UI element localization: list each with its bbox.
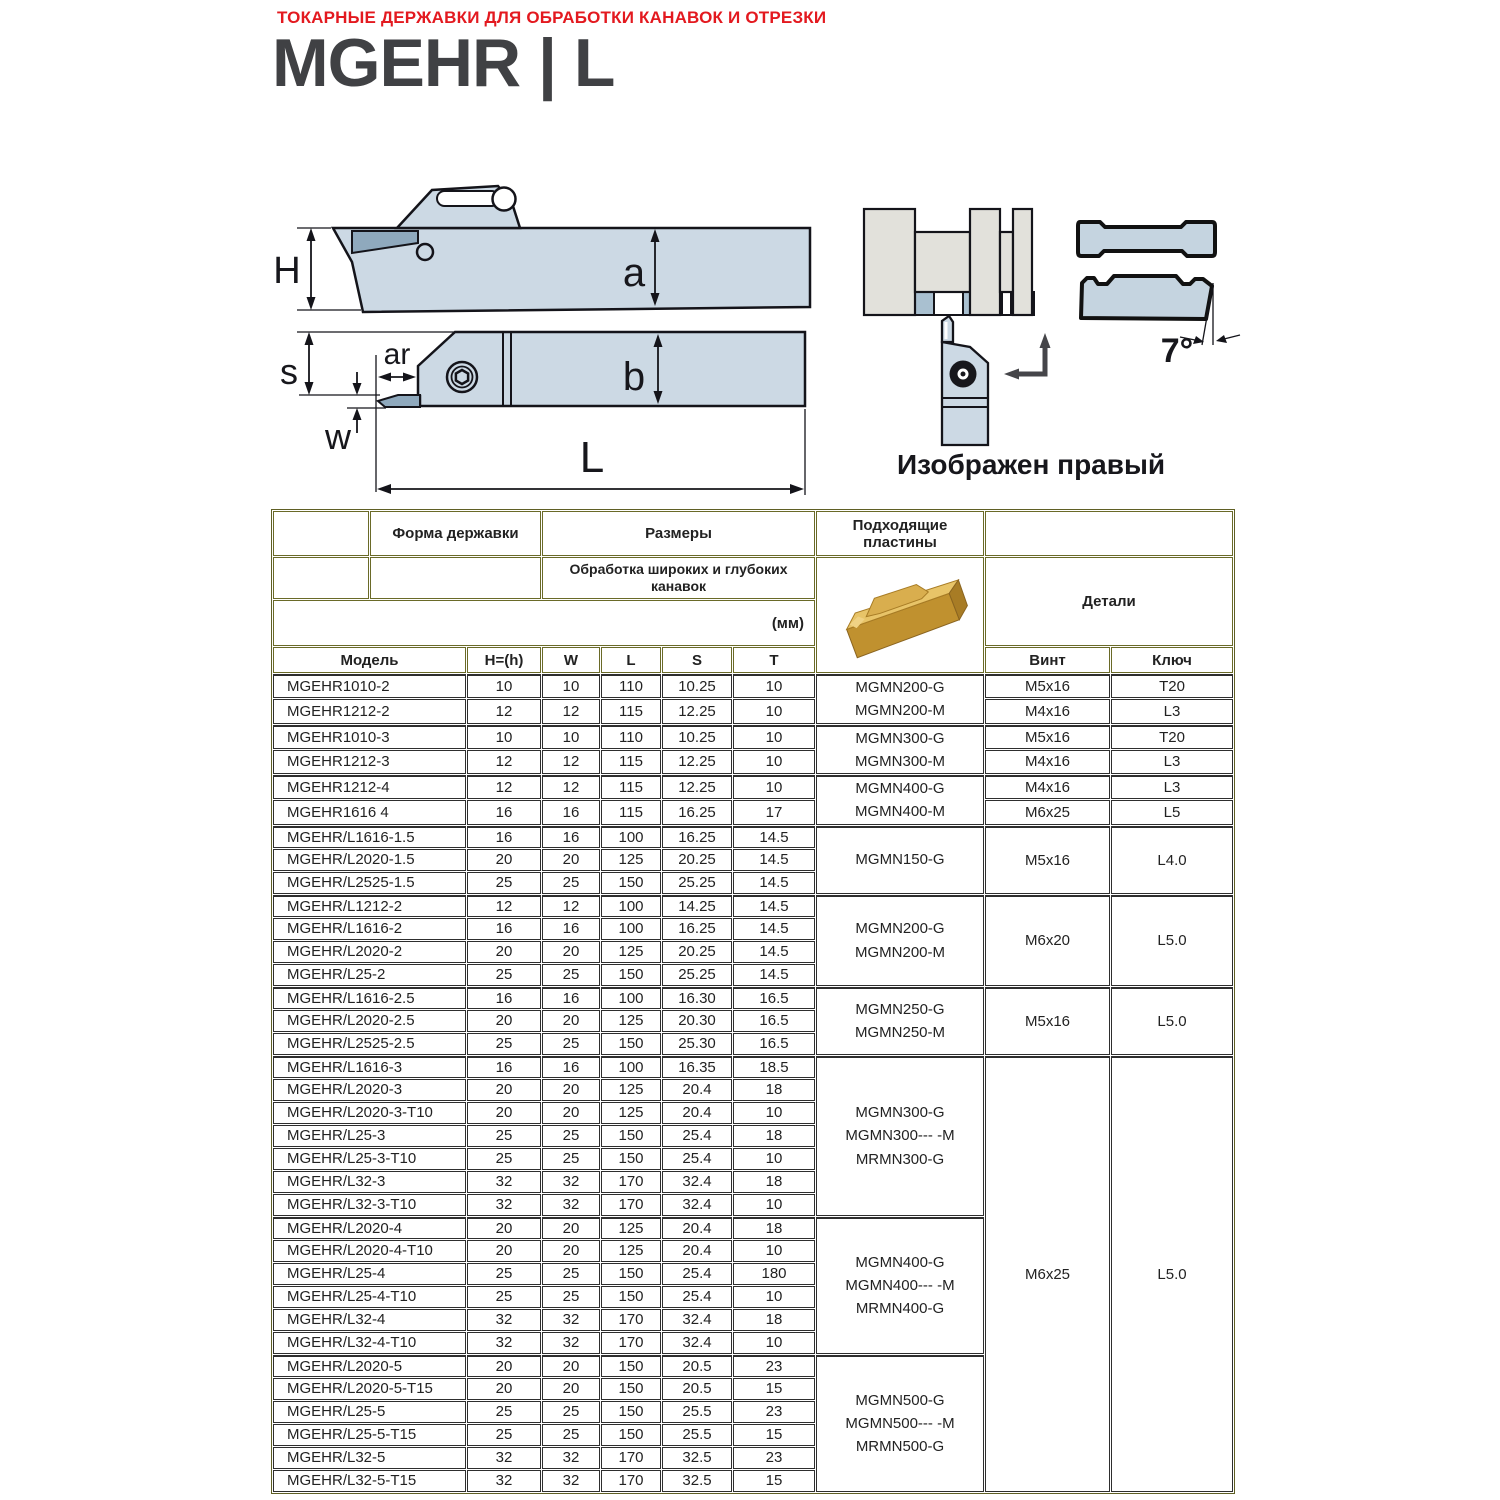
dim-cell: 10 [733, 1240, 815, 1262]
dim-cell: 12.25 [662, 699, 732, 723]
dim-cell: 14.5 [733, 826, 815, 848]
dim-cell: 20 [467, 1217, 541, 1239]
dim-cell: 20 [542, 1217, 600, 1239]
dim-cell: 150 [601, 1125, 661, 1147]
dim-cell: 16.5 [733, 987, 815, 1009]
header-sizes: Размеры [542, 511, 815, 556]
grooving-tool [942, 316, 988, 445]
dim-cell: 20 [467, 849, 541, 871]
dim-cell: 150 [601, 1424, 661, 1446]
dim-cell: 25 [542, 872, 600, 894]
dim-label-w: w [325, 416, 351, 457]
dim-cell: 125 [601, 1010, 661, 1032]
dim-cell: 12 [542, 699, 600, 723]
dim-cell: 110 [601, 725, 661, 749]
dim-cell: 14.5 [733, 918, 815, 940]
model-cell: MGEHR/L2020-3-T10 [273, 1102, 466, 1124]
inserts-cell: MGMN400-G MGMN400-M [816, 775, 984, 825]
dim-cell: 150 [601, 1148, 661, 1170]
dim-cell: 25 [467, 872, 541, 894]
dim-cell: 25 [542, 1424, 600, 1446]
dim-cell: 100 [601, 987, 661, 1009]
inserts-cell: MGMN300-G MGMN300--- -M MRMN300-G [816, 1056, 984, 1216]
dim-cell: 14.5 [733, 895, 815, 917]
key-cell: T20 [1111, 674, 1233, 698]
model-cell: MGEHR/L32-5-T15 [273, 1470, 466, 1492]
dim-cell: 115 [601, 775, 661, 799]
dim-cell: 115 [601, 750, 661, 774]
dim-cell: 25 [467, 1033, 541, 1055]
dim-cell: 25.25 [662, 872, 732, 894]
key-cell: L5.0 [1111, 1056, 1233, 1492]
model-cell: MGEHR/L2525-1.5 [273, 872, 466, 894]
dim-cell: 25 [467, 1148, 541, 1170]
header-screw: Винт [985, 647, 1110, 673]
dim-cell: 170 [601, 1447, 661, 1469]
dim-cell: 18 [733, 1309, 815, 1331]
dim-cell: 125 [601, 1240, 661, 1262]
dim-cell: 32.4 [662, 1332, 732, 1354]
dim-cell: 32 [467, 1171, 541, 1193]
page-tagline: ТОКАРНЫЕ ДЕРЖАВКИ ДЛЯ ОБРАБОТКИ КАНАВОК И ОТРЕЗКИ [277, 8, 827, 27]
dim-cell: 12 [467, 775, 541, 799]
inserts-cell: MGMN250-G MGMN250-M [816, 987, 984, 1055]
model-cell: MGEHR/L2020-4 [273, 1217, 466, 1239]
model-cell: MGEHR/L2020-5 [273, 1355, 466, 1377]
dim-cell: 170 [601, 1332, 661, 1354]
dim-cell: 25 [467, 1424, 541, 1446]
dim-cell: 20 [467, 941, 541, 963]
table-row [273, 750, 1233, 774]
model-cell: MGEHR/L1616-1.5 [273, 826, 466, 848]
key-cell: L5 [1111, 800, 1233, 824]
dim-cell: 15 [733, 1424, 815, 1446]
right-hand-caption: Изображен правый [897, 449, 1166, 480]
dim-cell: 20 [467, 1010, 541, 1032]
dim-label-ar: ar [383, 338, 411, 371]
dim-cell: 16.25 [662, 918, 732, 940]
technical-drawing [0, 0, 1500, 505]
dim-label-L: L [579, 433, 605, 482]
key-cell: L3 [1111, 775, 1233, 799]
dim-cell: 10 [467, 725, 541, 749]
dim-cell: 25 [542, 1286, 600, 1308]
dim-cell: 20 [467, 1355, 541, 1377]
dim-cell: 16.5 [733, 1010, 815, 1032]
model-cell: MGEHR/L1616-2 [273, 918, 466, 940]
dim-cell: 18 [733, 1217, 815, 1239]
header-blank [985, 511, 1233, 556]
dim-cell: 170 [601, 1194, 661, 1216]
dim-cell: 25.5 [662, 1401, 732, 1423]
model-cell: MGEHR/L2020-3 [273, 1079, 466, 1101]
dim-cell: 10 [733, 1194, 815, 1216]
table-row [273, 775, 1233, 799]
dim-cell: 100 [601, 918, 661, 940]
dim-cell: 20 [542, 941, 600, 963]
dim-cell: 12.25 [662, 775, 732, 799]
dim-cell: 32 [542, 1194, 600, 1216]
dim-cell: 125 [601, 1079, 661, 1101]
dim-cell: 16.25 [662, 800, 732, 824]
dim-cell: 12 [467, 699, 541, 723]
dim-cell: 25 [542, 1148, 600, 1170]
dim-cell: 17 [733, 800, 815, 824]
dim-cell: 18.5 [733, 1056, 815, 1078]
model-cell: MGEHR/L2020-2 [273, 941, 466, 963]
key-cell: L4.0 [1111, 826, 1233, 894]
page-title: MGEHR | L [272, 25, 615, 101]
screw-cell: M6x20 [985, 895, 1110, 986]
dim-cell: 10 [733, 1332, 815, 1354]
inserts-cell: MGMN500-G MGMN500--- -M MRMN500-G [816, 1355, 984, 1492]
screw-cell: M6x25 [985, 800, 1110, 824]
screw-cell: M5x16 [985, 826, 1110, 894]
dim-cell: 110 [601, 674, 661, 698]
model-cell: MGEHR/L25-3 [273, 1125, 466, 1147]
dim-cell: 125 [601, 1102, 661, 1124]
model-cell: MGEHR1010-2 [273, 674, 466, 698]
dim-cell: 32 [467, 1309, 541, 1331]
dim-cell: 32 [542, 1470, 600, 1492]
dim-cell: 20 [542, 1378, 600, 1400]
insert-photo-cell [816, 557, 984, 673]
inserts-cell: MGMN200-G MGMN200-M [816, 895, 984, 986]
dim-cell: 16.35 [662, 1056, 732, 1078]
dim-cell: 10 [542, 725, 600, 749]
dim-cell: 10.25 [662, 725, 732, 749]
dim-cell: 25 [542, 964, 600, 986]
dim-cell: 25 [542, 1125, 600, 1147]
header-model: Модель [273, 647, 466, 673]
dim-cell: 20 [467, 1378, 541, 1400]
dim-cell: 16 [542, 826, 600, 848]
dim-cell: 20 [467, 1079, 541, 1101]
dim-cell: 32.5 [662, 1447, 732, 1469]
dim-cell: 16 [542, 1056, 600, 1078]
dim-cell: 125 [601, 941, 661, 963]
dim-cell: 20 [467, 1240, 541, 1262]
key-cell: L3 [1111, 699, 1233, 723]
dim-cell: 32 [467, 1470, 541, 1492]
model-cell: MGEHR/L1616-2.5 [273, 987, 466, 1009]
dim-cell: 10 [733, 725, 815, 749]
table-row [273, 826, 1233, 848]
dim-cell: 32 [542, 1447, 600, 1469]
dim-label-H: H [273, 250, 301, 292]
model-cell: MGEHR/L32-5 [273, 1447, 466, 1469]
model-cell: MGEHR/L32-4 [273, 1309, 466, 1331]
dim-cell: 16.25 [662, 826, 732, 848]
dim-cell: 25 [467, 1125, 541, 1147]
dim-cell: 25 [542, 1263, 600, 1285]
header-h: H=(h) [467, 647, 541, 673]
dim-cell: 16 [467, 918, 541, 940]
dim-cell: 20.25 [662, 849, 732, 871]
model-cell: MGEHR/L1212-2 [273, 895, 466, 917]
dim-cell: 20 [542, 849, 600, 871]
dim-cell: 14.25 [662, 895, 732, 917]
dim-cell: 100 [601, 895, 661, 917]
header-blank [370, 557, 541, 599]
dim-cell: 150 [601, 1286, 661, 1308]
header-details: Детали [985, 557, 1233, 646]
dim-cell: 10.25 [662, 674, 732, 698]
dim-cell: 20.4 [662, 1079, 732, 1101]
inserts-cell: MGMN400-G MGMN400--- -M MRMN400-G [816, 1217, 984, 1354]
header-inserts: Подходящие пластины [816, 511, 984, 556]
insert-side-profile [1078, 222, 1215, 256]
dim-cell: 20.30 [662, 1010, 732, 1032]
dim-cell: 150 [601, 1033, 661, 1055]
model-cell: MGEHR1212-3 [273, 750, 466, 774]
header-key: Ключ [1111, 647, 1233, 673]
dim-cell: 20 [542, 1355, 600, 1377]
dim-cell: 10 [542, 674, 600, 698]
dim-cell: 12.25 [662, 750, 732, 774]
dim-cell: 32.4 [662, 1171, 732, 1193]
dim-cell: 16.30 [662, 987, 732, 1009]
dim-cell: 150 [601, 872, 661, 894]
header-blank [273, 557, 369, 599]
dim-cell: 25.4 [662, 1286, 732, 1308]
dim-cell: 20.5 [662, 1378, 732, 1400]
dim-cell: 10 [733, 775, 815, 799]
dim-cell: 10 [467, 674, 541, 698]
screw-cell: M5x16 [985, 987, 1110, 1055]
model-cell: MGEHR/L32-4-T10 [273, 1332, 466, 1354]
dim-label-a: a [622, 251, 646, 295]
holder-bottom-view [280, 332, 805, 495]
dim-cell: 16 [467, 1056, 541, 1078]
dim-cell: 20.4 [662, 1240, 732, 1262]
dim-cell: 18 [733, 1125, 815, 1147]
dim-cell: 16 [467, 800, 541, 824]
model-cell: MGEHR/L25-4-T10 [273, 1286, 466, 1308]
screw-cell: M4x16 [985, 750, 1110, 774]
dim-cell: 25.4 [662, 1263, 732, 1285]
screw-cell: M5x16 [985, 725, 1110, 749]
table-row [273, 1056, 1233, 1078]
dim-cell: 125 [601, 849, 661, 871]
spec-table [271, 509, 1235, 1494]
dim-cell: 16 [542, 918, 600, 940]
dim-cell: 150 [601, 1355, 661, 1377]
dim-cell: 20.4 [662, 1102, 732, 1124]
dim-cell: 125 [601, 1217, 661, 1239]
insert-photo [825, 561, 975, 665]
dim-cell: 12 [467, 750, 541, 774]
dim-cell: 14.5 [733, 849, 815, 871]
model-cell: MGEHR/L2020-1.5 [273, 849, 466, 871]
inserts-cell: MGMN300-G MGMN300-M [816, 725, 984, 775]
dim-cell: 32 [542, 1332, 600, 1354]
dim-cell: 15 [733, 1470, 815, 1492]
screw-cell: M4x16 [985, 775, 1110, 799]
feed-direction-arrows-icon [1004, 333, 1051, 380]
dim-cell: 32 [467, 1447, 541, 1469]
header-w: W [542, 647, 600, 673]
model-cell: MGEHR/L2020-5-T15 [273, 1378, 466, 1400]
dim-cell: 12 [542, 750, 600, 774]
model-cell: MGEHR/L32-3-T10 [273, 1194, 466, 1216]
dim-cell: 18 [733, 1171, 815, 1193]
model-cell: MGEHR/L1616-3 [273, 1056, 466, 1078]
dim-cell: 20 [542, 1102, 600, 1124]
model-cell: MGEHR/L2020-2.5 [273, 1010, 466, 1032]
dim-cell: 12 [542, 775, 600, 799]
dim-cell: 16 [542, 800, 600, 824]
dim-cell: 16 [467, 826, 541, 848]
dim-label-b: b [622, 355, 646, 399]
dim-cell: 20 [542, 1240, 600, 1262]
dim-cell: 25 [542, 1401, 600, 1423]
model-cell: MGEHR/L25-2 [273, 964, 466, 986]
dim-cell: 32.5 [662, 1470, 732, 1492]
screw-cell: M6x25 [985, 1056, 1110, 1492]
header-t: T [733, 647, 815, 673]
dim-cell: 20 [542, 1079, 600, 1101]
dim-cell: 18 [733, 1079, 815, 1101]
inserts-cell: MGMN150-G [816, 826, 984, 894]
screw-cell: M4x16 [985, 699, 1110, 723]
table-row [273, 800, 1233, 824]
dim-cell: 20 [467, 1102, 541, 1124]
inserts-cell: MGMN200-G MGMN200-M [816, 674, 984, 724]
dim-cell: 10 [733, 1102, 815, 1124]
dim-cell: 32 [542, 1309, 600, 1331]
dim-cell: 25 [542, 1033, 600, 1055]
insert-front-profile [1081, 276, 1212, 319]
dim-cell: 150 [601, 1378, 661, 1400]
table-row [273, 987, 1233, 1009]
dim-cell: 14.5 [733, 964, 815, 986]
dim-cell: 32.4 [662, 1194, 732, 1216]
angle-label: 7° [1160, 332, 1194, 370]
dim-cell: 10 [733, 1286, 815, 1308]
dim-cell: 25 [467, 964, 541, 986]
table-row [273, 725, 1233, 749]
dim-cell: 16 [542, 987, 600, 1009]
dim-cell: 115 [601, 800, 661, 824]
dim-cell: 32 [542, 1171, 600, 1193]
dim-cell: 32 [467, 1194, 541, 1216]
dim-cell: 16 [467, 987, 541, 1009]
dim-cell: 14.5 [733, 941, 815, 963]
header-sizes-sub: Обработка широких и глубоких канавок [542, 557, 815, 599]
key-cell: T20 [1111, 725, 1233, 749]
header-blank [273, 511, 369, 556]
dim-cell: 32.4 [662, 1309, 732, 1331]
table-row [273, 895, 1233, 917]
dim-cell: 10 [733, 1148, 815, 1170]
model-cell: MGEHR1212-2 [273, 699, 466, 723]
dim-cell: 20.25 [662, 941, 732, 963]
dim-cell: 10 [733, 674, 815, 698]
dim-cell: 25 [467, 1286, 541, 1308]
dim-cell: 150 [601, 1401, 661, 1423]
key-cell: L5.0 [1111, 895, 1233, 986]
dim-cell: 20 [542, 1010, 600, 1032]
dim-cell: 20.4 [662, 1217, 732, 1239]
dim-cell: 170 [601, 1309, 661, 1331]
dim-cell: 12 [467, 895, 541, 917]
key-cell: L5.0 [1111, 987, 1233, 1055]
dim-cell: 25 [467, 1263, 541, 1285]
dim-cell: 16.5 [733, 1033, 815, 1055]
holder-top-view [273, 186, 810, 312]
header-s: S [662, 647, 732, 673]
spec-table-body [273, 674, 1233, 1492]
dim-cell: 12 [542, 895, 600, 917]
dim-cell: 25.4 [662, 1148, 732, 1170]
dim-cell: 23 [733, 1355, 815, 1377]
header-unit: (мм) [273, 600, 815, 646]
table-row [273, 674, 1233, 698]
dim-cell: 23 [733, 1401, 815, 1423]
dim-cell: 100 [601, 826, 661, 848]
dim-cell: 170 [601, 1470, 661, 1492]
dim-cell: 20.5 [662, 1355, 732, 1377]
model-cell: MGEHR/L25-5 [273, 1401, 466, 1423]
dim-cell: 100 [601, 1056, 661, 1078]
dim-cell: 32 [467, 1332, 541, 1354]
dim-label-s: s [280, 351, 298, 392]
dim-cell: 10 [733, 750, 815, 774]
model-cell: MGEHR/L2020-4-T10 [273, 1240, 466, 1262]
dim-cell: 180 [733, 1263, 815, 1285]
table-row [273, 699, 1233, 723]
dim-cell: 115 [601, 699, 661, 723]
dim-cell: 25.5 [662, 1424, 732, 1446]
dim-cell: 25 [467, 1401, 541, 1423]
model-cell: MGEHR1616 4 [273, 800, 466, 824]
dim-cell: 23 [733, 1447, 815, 1469]
model-cell: MGEHR1212-4 [273, 775, 466, 799]
model-cell: MGEHR/L32-3 [273, 1171, 466, 1193]
key-cell: L3 [1111, 750, 1233, 774]
dim-cell: 15 [733, 1378, 815, 1400]
model-cell: MGEHR1010-3 [273, 725, 466, 749]
application-illustration [864, 209, 1240, 445]
model-cell: MGEHR/L25-5-T15 [273, 1424, 466, 1446]
dim-cell: 25.4 [662, 1125, 732, 1147]
dim-cell: 150 [601, 964, 661, 986]
model-cell: MGEHR/L2525-2.5 [273, 1033, 466, 1055]
dim-cell: 14.5 [733, 872, 815, 894]
dim-cell: 150 [601, 1263, 661, 1285]
dim-cell: 10 [733, 699, 815, 723]
dim-cell: 25.30 [662, 1033, 732, 1055]
screw-cell: M5x16 [985, 674, 1110, 698]
model-cell: MGEHR/L25-4 [273, 1263, 466, 1285]
header-l: L [601, 647, 661, 673]
dim-cell: 170 [601, 1171, 661, 1193]
model-cell: MGEHR/L25-3-T10 [273, 1148, 466, 1170]
dim-cell: 25.25 [662, 964, 732, 986]
header-shape: Форма державки [370, 511, 541, 556]
